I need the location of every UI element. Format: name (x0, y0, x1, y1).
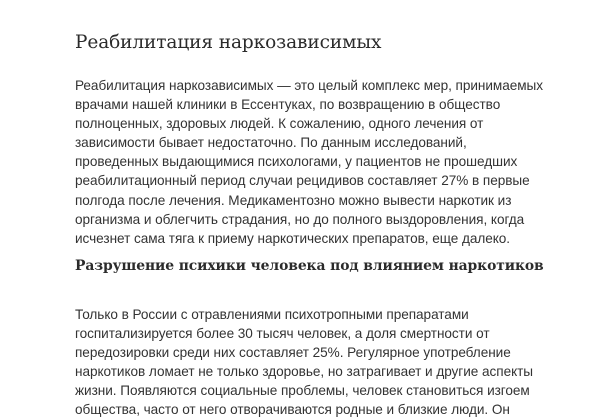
article-paragraph-intro: Реабилитация наркозависимых — это целый комплекс мер, принимаемых врачами нашей клиники в Ессентуках, по возвращению в общество полноценных, здоровых людей. К сожалению, одного лечения от зависимости бывает недостаточно. По данным исследований, проведенных выдающимися психологами, у пациентов не прошедших реабилитационный период случаи рецидивов составляет 27% в первые полгода после лечения. Медикаментозно можно вывести наркотик из организма и облегчить страдания, но до полного выздоровления, когда исчезнет сама тяга к приему наркотических препаратов, еще далеко. (75, 78, 543, 246)
section-heading: Разрушение психики человека под влиянием наркотиков (75, 257, 544, 274)
article-title: Реабилитация наркозависимых (75, 32, 382, 53)
article-content (75, 30, 545, 419)
article-paragraph-psyche: Только в России с отравлениями психотропными препаратами госпитализируется более 30 тысяч человек, а доля смертности от передозировки среди них составляет 25%. Регулярное употребление наркотиков ломает не только здоровье, но затрагивает и другие аспекты жизни. Появляются социальные проблемы, человек становиться изгоем общества, часто от него отворачиваются родные и близкие люди. Он (75, 306, 534, 418)
